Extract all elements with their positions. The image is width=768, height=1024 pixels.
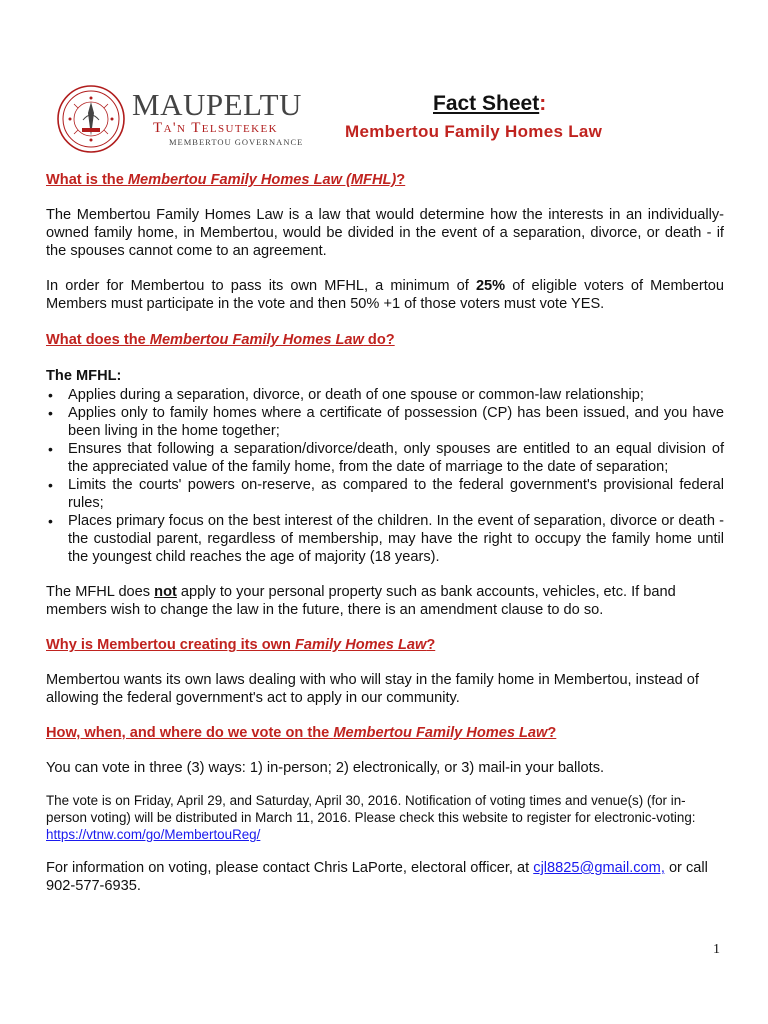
seal-icon <box>56 80 126 158</box>
bold-text: 25% <box>475 278 506 294</box>
section-heading-what-is <box>46 171 724 189</box>
text: For information on voting, please contact Chris LaPorte, electoral officer, at <box>46 860 534 876</box>
heading-emphasis: Membertou Family Homes Law (MFHL) <box>127 172 397 188</box>
paragraph-vote-dates <box>46 792 724 843</box>
text: The vote is on Friday, April 29, and Saturday, April 30, 2016. Notification of voting times and venue(s) (for in-person voting) will be distributed in March 11, 2016. Please check this website to register for electronic-voting: <box>46 793 696 825</box>
maupeltu-logo <box>56 80 306 160</box>
section-heading-how-to-vote <box>46 724 724 742</box>
heading-emphasis: Membertou Family Homes Law <box>333 725 548 741</box>
list-item: • Applies during a separation, divorce, or death of one spouse or common-law relationship; <box>46 386 724 404</box>
heading-text: Why is Membertou creating its own <box>46 637 295 653</box>
list-item: • Limits the courts' powers on-reserve, as compared to the federal government's provisional federal rules; <box>46 476 724 512</box>
section-heading-what-does <box>46 331 724 349</box>
heading-text: What does the <box>46 332 150 348</box>
heading-text-end: ? <box>426 637 436 653</box>
heading-emphasis: Family Homes Law <box>294 637 427 653</box>
bold-underlined-text: not <box>154 584 177 600</box>
text: or call 902-577-6935. <box>46 860 708 894</box>
heading-text-end: do? <box>363 332 395 348</box>
email-link[interactable]: cjl8825@gmail.com, <box>533 860 665 876</box>
logo-subtitle: Ta'n Telsutekek <box>153 120 278 136</box>
page-subtitle: Membertou Family Homes Law <box>345 122 603 141</box>
heading-text-end: ? <box>547 725 557 741</box>
title-text: Fact Sheet <box>433 92 540 115</box>
heading-text: What is the <box>46 172 128 188</box>
list-item: • Ensures that following a separation/divorce/death, only spouses are entitled to an equal division of the appreciated value of the family home, from the date of marriage to the date of separation; <box>46 440 724 476</box>
paragraph-why: Membertou wants its own laws dealing with who will stay in the family home in Membertou, instead of allowing the federal government's act to apply in our community. <box>46 672 699 706</box>
paragraph-requirements <box>46 277 724 313</box>
document-body <box>46 171 724 895</box>
logo-name: MAUPELTU <box>132 87 302 122</box>
list-item: • Places primary focus on the best interest of the children. In the event of separation, divorce or death - the custodial parent, regardless of membership, may have the right to occupy the family home until the youngest child reaches the age of majority (18 years). <box>46 512 724 566</box>
mfhl-bullet-list <box>46 386 724 566</box>
heading-text: How, when, and where do we vote on the <box>46 725 334 741</box>
heading-text-end: ? <box>396 172 406 188</box>
text: of eligible voters of Membertou Members must participate in the vote and then 50% +1 of those voters must vote YES. <box>46 278 724 312</box>
section-heading-why <box>46 636 724 654</box>
text: apply to your personal property such as bank accounts, vehicles, etc. If band members wish to change the law in the future, there is an amendment clause to do so. <box>46 584 676 618</box>
page-title <box>433 92 546 116</box>
text: The MFHL does <box>46 584 155 600</box>
heading-emphasis: Membertou Family Homes Law <box>149 332 364 348</box>
registration-link[interactable]: https://vtnw.com/go/MembertouReg/ <box>46 827 261 842</box>
mfhl-label: The MFHL: <box>46 368 122 384</box>
paragraph-exclusions <box>46 583 724 619</box>
logo-subtitle-2: MEMBERTOU GOVERNANCE <box>169 137 304 147</box>
paragraph-voting-ways: You can vote in three (3) ways: 1) in-person; 2) electronically, or 3) mail-in your ballots. <box>46 760 605 776</box>
title-colon: : <box>539 92 547 115</box>
paragraph-contact <box>46 859 724 895</box>
paragraph-definition: The Membertou Family Homes Law is a law that would determine how the interests in an individually-owned family home, in Membertou, would be divided in the event of a separation, divorce, or death - if the spouses cannot come to an agreement. <box>46 207 724 259</box>
list-item: • Applies only to family homes where a certificate of possession (CP) has been issued, and you have been living in the home together; <box>46 404 724 440</box>
text: In order for Membertou to pass its own MFHL, a minimum of <box>46 278 476 294</box>
page-number: 1 <box>713 942 720 957</box>
